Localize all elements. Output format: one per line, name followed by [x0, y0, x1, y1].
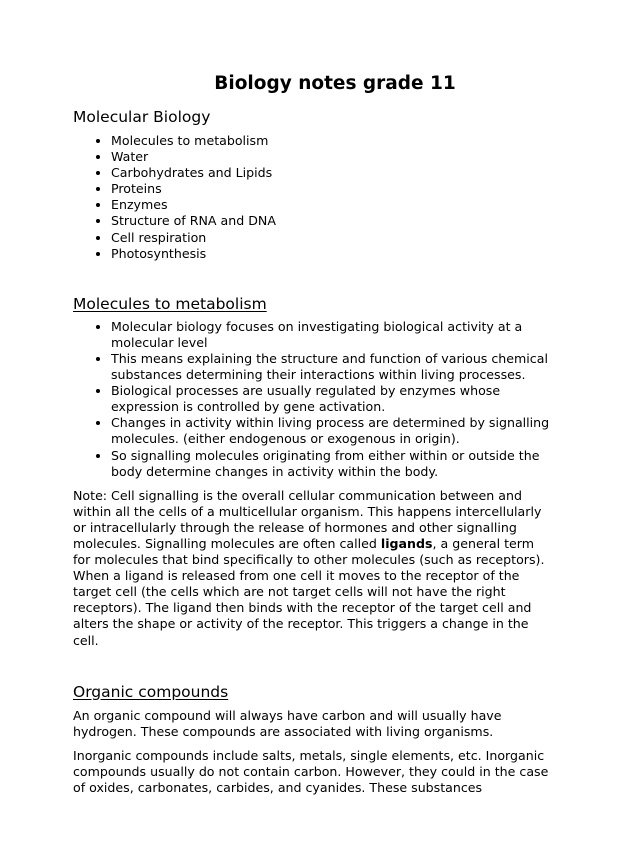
cell-signalling-note	[73, 488, 553, 649]
list-item: • Molecular biology focuses on investigating biological activity at a molecular level	[111, 319, 553, 351]
topics-list	[73, 133, 553, 262]
list-item: • Changes in activity within living process are determined by signalling molecules. (either endogenous or exogenous in origin).	[111, 415, 553, 447]
document-page	[73, 70, 553, 796]
list-item: • Carbohydrates and Lipids	[111, 165, 553, 181]
list-item: • Cell respiration	[111, 230, 553, 246]
note-text-end: , a general term for molecules that bind specifically to other molecules (such as receptors). When a ligand is released from one cell it moves to the receptor of the target cell (the cells which are not target cells will not have the right receptors). The ligand then binds with the receptor of the target cell and alters the shape or activity of the receptor. This triggers a change in the cell.	[73, 535, 545, 648]
list-item: • Enzymes	[111, 197, 553, 213]
organic-paragraph: An organic compound will always have carbon and will usually have hydrogen. These compounds are associated with living organisms.	[73, 707, 502, 739]
inorganic-paragraph: Inorganic compounds include salts, metals, single elements, etc. Inorganic compounds usually do not contain carbon. However, they could in the case of oxides, carbonates, carbides, and cyanides. These substances	[73, 747, 549, 795]
list-item: • Biological processes are usually regulated by enzymes whose expression is controlled by gene activation.	[111, 383, 553, 415]
section-heading-molecular-biology: Molecular Biology	[73, 108, 211, 126]
list-item: • Photosynthesis	[111, 246, 553, 262]
note-text-start: Note: Cell signalling is the overall cellular communication between and within all the cells of a multicellular organism. This happens intercellularly or intracellularly through the release of hormones and other signalling molecules. Signalling molecules are often called	[73, 487, 542, 551]
page-title: Biology notes grade 11	[214, 73, 456, 94]
section-heading-organic-compounds: Organic compounds	[73, 682, 229, 701]
ligands-term: ligands	[380, 535, 433, 551]
list-item: • Structure of RNA and DNA	[111, 213, 553, 229]
list-item: • So signalling molecules originating from either within or outside the body determine changes in activity within the body.	[111, 448, 553, 480]
list-item: • This means explaining the structure and function of various chemical substances determining their interactions within living processes.	[111, 351, 553, 383]
section-heading-molecules-to-metabolism: Molecules to metabolism	[73, 294, 267, 313]
metabolism-bullets	[73, 319, 553, 480]
list-item: • Water	[111, 149, 553, 165]
list-item: • Proteins	[111, 181, 553, 197]
list-item: • Molecules to metabolism	[111, 133, 553, 149]
